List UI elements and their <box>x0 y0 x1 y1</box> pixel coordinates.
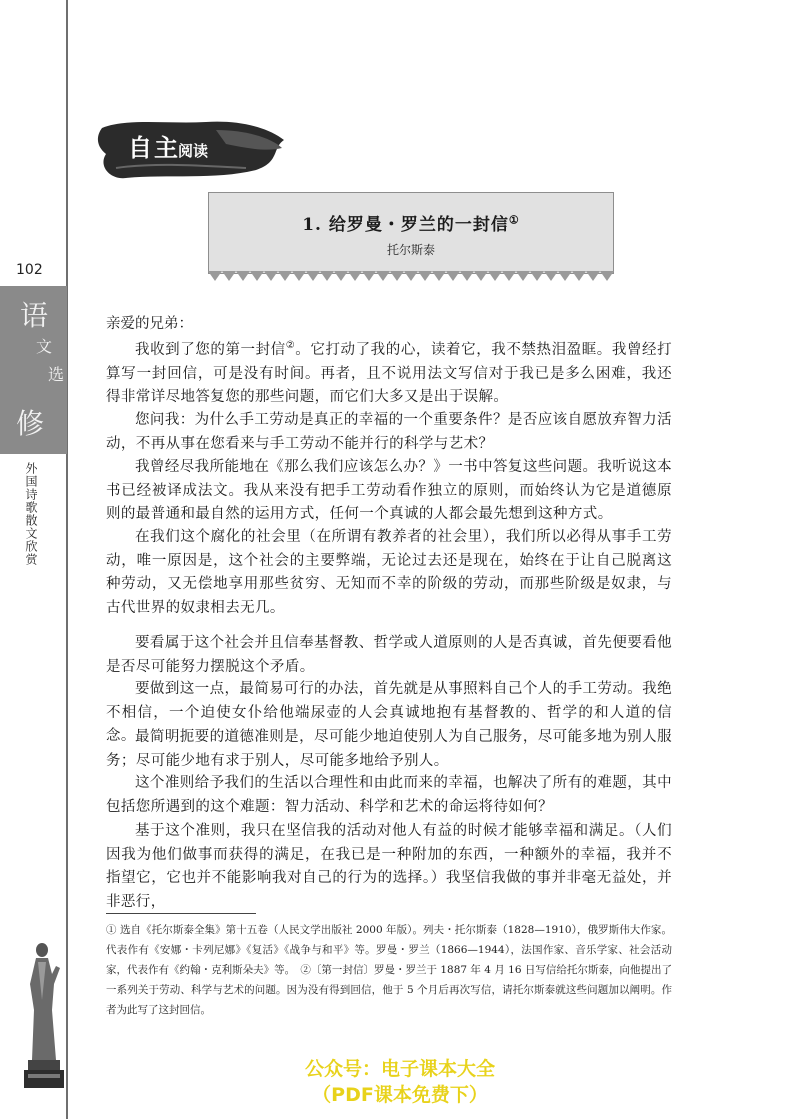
section-banner-title: 自主 <box>128 133 180 162</box>
page-number: 102 <box>16 262 43 278</box>
body-paragraph: 基于这个准则，我只在坚信我的活动对他人有益的时候才能够幸福和满足。（人们因我为他们做事而获得的满足，在我已是一种附加的东西，一种额外的幸福，我并不指望它，它也并不能影响我对自己的行为的选择。）我坚信我做的事并非毫无益处，并非恶行， <box>106 823 672 910</box>
spine-divider <box>66 0 68 1119</box>
letter-salutation: 亲爱的兄弟： <box>106 316 193 332</box>
side-label-block <box>0 286 67 454</box>
body-paragraph: 在我们这个腐化的社会里（在所谓有教养者的社会里），我们所以必得从事手工劳动，唯一原因是，这个社会的主要弊端，无论过去还是现在，始终在于让自己脱离这种劳动，又无偿地享用那些贫穷、无知而不幸的阶级的劳动，而那些阶级是奴隶，与古代世界的奴隶相去无几。 <box>106 529 672 616</box>
side-label-char: 修 <box>16 407 45 440</box>
watermark-line: 公众号：电子课本大全 <box>304 1058 495 1080</box>
body-paragraph: 我曾经尽我所能地在《那么我们应该怎么办？》一书中答复这些问题。我听说这本书已经被译成法文。我从来没有把手工劳动看作独立的原则，而始终认为它是道德原则的最普通和最自然的运用方式，任何一个真诚的人都会最先想到这种方式。 <box>106 459 672 522</box>
zigzag-shape <box>208 271 614 281</box>
body-paragraph: 要看属于这个社会并且信奉基督教、哲学或人道原则的人是否真诚，首先便要看他是否尽可能努力摆脱这个矛盾。 <box>106 635 672 675</box>
footnote-divider <box>106 913 256 914</box>
paragraph-text: 。它打动了我的心，读着它，我不禁热泪盈眶。我曾经打算写一封回信，可是没有时间。再者，且不说用法文写信对于我已是多么困难，我还得非常详尽地答复您的那些问题，而它们大多又是出于误解。 <box>106 342 672 405</box>
body-paragraph: 要做到这一点，最简易可行的办法，首先就是从事照料自己个人的手工劳动。我绝不相信，一个迫使女仆给他端尿壶的人会真诚地抱有基督教的、哲学的和人道的信念。 <box>106 681 672 744</box>
side-subtitle: 外国诗歌散文欣赏 <box>24 462 38 566</box>
body-paragraph: 最简明扼要的道德准则是，尽可能少地迫使别人为自己服务，尽可能多地为别人服务；尽可能少地有求于别人，尽可能多地给予别人。 <box>106 729 672 769</box>
watermark-line: （PDF课本免费下） <box>312 1084 488 1106</box>
body-paragraph: 您问我：为什么手工劳动是真正的幸福的一个重要条件？是否应该自愿放弃智力活动，不再从事在您看来与手工劳动不能并行的科学与艺术？ <box>106 412 672 452</box>
title-box-zigzag-border <box>208 271 614 283</box>
body-paragraph: 这个准则给予我们的生活以合理性和由此而来的幸福，也解决了所有的难题，其中包括您所遇到的这个难题：智力活动、科学和艺术的命运将待如何？ <box>106 775 672 815</box>
article-title-text: 1. 给罗曼・罗兰的一封信 <box>302 215 509 235</box>
article-title <box>208 210 614 235</box>
article-author: 托尔斯泰 <box>386 243 435 257</box>
section-banner-subtitle: 阅读 <box>178 142 209 160</box>
side-label-char: 文 <box>36 337 53 356</box>
footnotes: ① 选自《托尔斯泰全集》第十五卷（人民文学出版社 2000 年版）。列夫・托尔斯泰（1828—1910），俄罗斯伟大作家。代表作有《安娜・卡列尼娜》《复活》《战争与和平》等。罗曼・罗兰（1866—1944），法国作家、音乐学家、社会活动家，代表作有《约翰・克利斯朵夫》等。 ②〔第一封信〕罗曼・罗兰于 1887 年 4 月 16 日写信给托尔斯泰，向他提出了一系列关于劳动、科学与艺术的问题。因为没有得到回信，他于 5 个月后再次写信，请托尔斯泰就这些问题加以阐明。作者为此写了这封回信。 <box>106 924 672 1016</box>
body-paragraph <box>106 339 672 410</box>
footnote-marker: ② <box>285 340 296 352</box>
side-label-char: 选 <box>48 365 65 384</box>
paragraph-text: 我收到了您的第一封信 <box>135 342 286 358</box>
side-label-char: 语 <box>20 299 49 332</box>
footnote-marker: ① <box>508 213 520 227</box>
